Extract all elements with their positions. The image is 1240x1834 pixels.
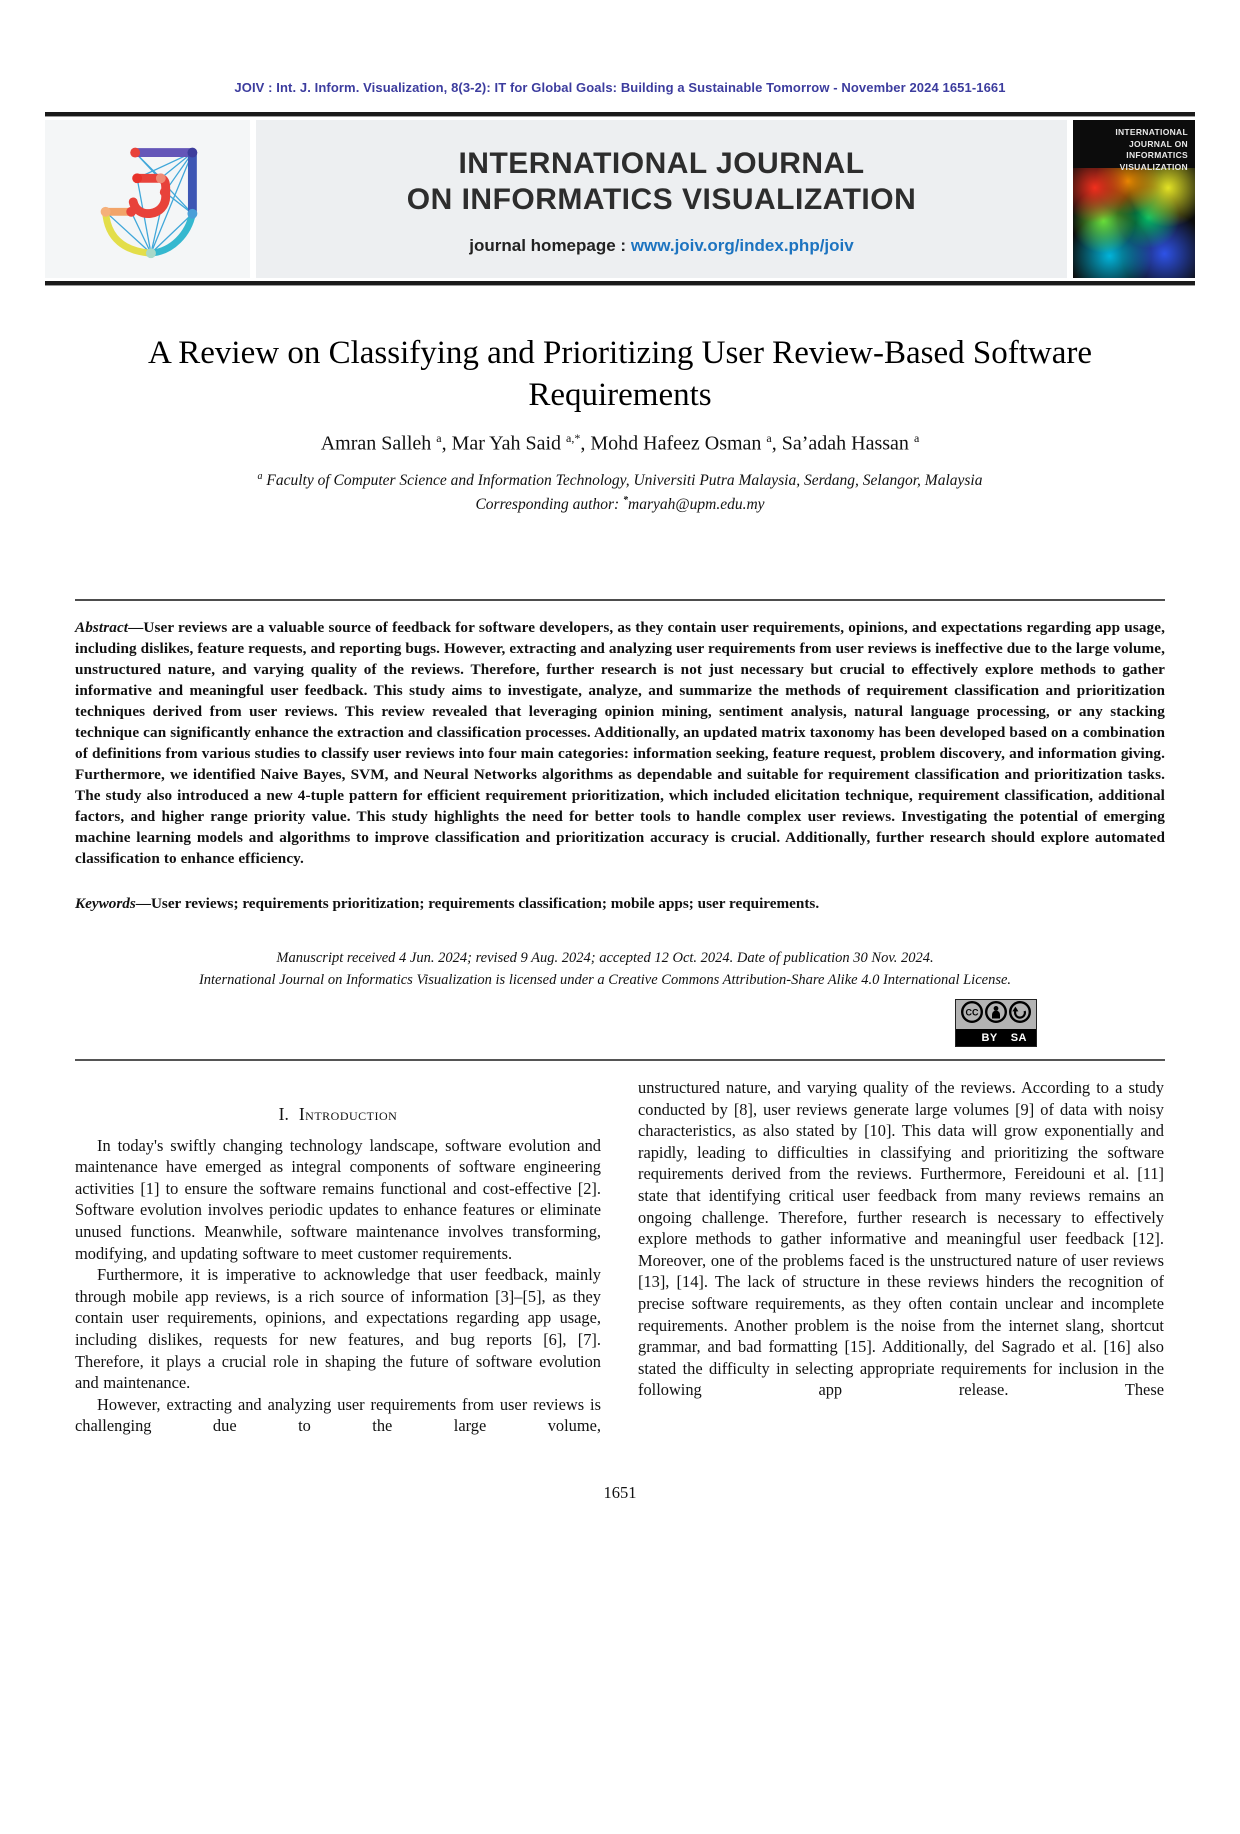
paragraph: Furthermore, it is imperative to acknowledge that user feedback, mainly through mobile app reviews, is a rich source of information [3]–[5], as they contain user requirements, opinions, and expectations regarding app usage, including dislikes, requests for new features, and bug reports [6], [7]. Therefore, it plays a crucial role in shaping the future of software evolution and maintenance.	[75, 1265, 601, 1393]
keywords-label: Keywords	[75, 895, 136, 913]
paragraph: unstructured nature, and varying quality of the reviews. According to a study conducted by [8], user reviews generate large volumes [9] of data with noisy characteristics, as also stated by [10]. This data will grow exponentially and rapidly, leading to difficulties in classifying and prioritizing the software requirements derived from the reviews. Furthermore, Fereidouni et al. [11] state that identifying critical user feedback from many reviews remains an ongoing challenge. Therefore, further research is necessary to effectively explore methods to gather informative and meaningful user feedback [12]. Moreover, one of the problems faced is the unstructured nature of user reviews [13], [14]. The lack of structure in these reviews hinders the recognition of precise software requirements, as they often contain unclear and incomplete requirements. Another problem is the noise from the internet slang, shortcut grammar, and bad formatting [15]. Additionally, del Sagrado et al. [16] also stated the difficulty in selecting appropriate requirements for inclusion in the following app release. These	[638, 1077, 1164, 1400]
cover-title: INTERNATIONAL JOURNAL ON INFORMATICS VISUALIZATION	[1115, 127, 1188, 172]
author-name: Sa’adah Hassan	[781, 432, 909, 455]
svg-text:CC: CC	[965, 1007, 979, 1018]
journal-title: INTERNATIONAL JOURNAL ON INFORMATICS VISUALIZATION	[406, 147, 917, 216]
abstract-label: Abstract	[75, 619, 129, 637]
manuscript-history	[140, 947, 1070, 991]
affiliation: $^a$ Faculty of Computer Science and Information Technology, Universiti Putra Malaysia, Serdang, Selangor, Malaysia	[257, 470, 983, 489]
homepage-label: journal homepage :	[469, 236, 631, 255]
attribution-person-icon	[984, 1000, 1008, 1029]
paragraph: However, extracting and analyzing user requirements from user reviews is challenging due to the large volume,	[75, 1394, 601, 1436]
share-alike-icon	[1008, 1000, 1032, 1029]
header-rule-bottom	[45, 281, 1195, 286]
banner-center	[256, 120, 1067, 278]
corresponding-author: Corresponding author: *maryah@upm.edu.my	[475, 494, 765, 513]
left-column	[75, 1077, 601, 1437]
paper-title: A Review on Classifying and Prioritizing User Review-Based Software Requirements	[148, 335, 1092, 413]
corresponding-email[interactable]: maryah@upm.edu.my	[628, 495, 765, 513]
keywords: Keywords—User reviews; requirements prioritization; requirements classification; mobile apps; user requirements.	[75, 895, 820, 913]
abstract-rule	[75, 599, 1165, 602]
journal-banner	[45, 120, 1195, 278]
journal-cover-thumbnail	[1073, 120, 1195, 278]
section-heading-introduction: I. Introduction	[278, 1103, 398, 1124]
author-name: Amran Salleh	[320, 432, 432, 455]
joiv-logo-icon	[74, 123, 222, 276]
authors-line: Amran Salleh $^a$, Mar Yah Said $^{a,*}$, Mohd Hafeez Osman $^a$, Sa’adah Hassan $^a$	[320, 431, 920, 455]
header-rule-top	[45, 112, 1195, 117]
running-head: JOIV : Int. J. Inform. Visualization, 8(3-2): IT for Global Goals: Building a Sustainable Tomorrow - November 2024 1651-1661	[234, 80, 1006, 95]
article-body	[75, 1077, 1165, 1437]
journal-homepage	[256, 236, 1067, 256]
author-name: Mar Yah Said	[451, 432, 562, 455]
cc-sa-label: SA	[1010, 1031, 1027, 1044]
author-name: Mohd Hafeez Osman	[590, 432, 762, 455]
abstract: Abstract—User reviews are a valuable source of feedback for software developers, as they contain user requirements, opinions, and expectations regarding app usage, including dislikes, feature requests, and reporting bugs. However, extracting and analyzing user requirements from user reviews is ineffective due to the large volume, unstructured nature, and varying quality of the reviews. Therefore, further research is not just necessary but crucial to effectively explore methods to gather informative and meaningful user feedback. This study aims to investigate, analyze, and summarize the methods of requirement classification and prioritization techniques derived from user reviews. This review revealed that leveraging opinion mining, sentiment analysis, natural language processing, or any stacking technique can significantly enhance the extraction and classification processes. Additionally, an updated matrix taxonomy has been developed based on a combination of definitions from various studies to classify user reviews into four main categories: information seeking, feature request, problem discovery, and information giving. Furthermore, we identified Naive Bayes, SVM, and Neural Networks algorithms as dependable and suitable for requirement classification and prioritization tasks. The study also introduced a new 4-tuple pattern for efficient requirement prioritization, which included elicitation technique, requirement classification, additional factors, and higher range priority value. This study highlights the need for better tools to handle complex user reviews. Investigating the potential of emerging machine learning models and algorithms to improve classification and prioritization accuracy is crucial. Additionally, further research should explore automated classification to enhance efficiency.	[75, 619, 1165, 868]
cc-icon	[960, 1000, 984, 1029]
license-badge-row	[0, 999, 1240, 1047]
paragraph: In today's swiftly changing technology landscape, software evolution and maintenance have emerged as integral components of software engineering activities [1] to ensure the software remains functional and cost-effective [2]. Software evolution involves periodic updates to enhance features or eliminate unused functions. Meanwhile, software maintenance involves transforming, modifying, and updating software to meet customer requirements.	[75, 1135, 601, 1263]
page-number: 1651	[603, 1482, 637, 1502]
manuscript-dates: Manuscript received 4 Jun. 2024; revised 9 Aug. 2024; accepted 12 Oct. 2024. Date of publication 30 Nov. 2024.	[276, 950, 934, 967]
homepage-link[interactable]: www.joiv.org/index.php/joiv	[630, 236, 854, 255]
frontmatter-rule	[75, 1059, 1165, 1061]
cc-by-label: BY	[981, 1031, 998, 1044]
cc-by-sa-badge[interactable]	[955, 999, 1037, 1047]
cover-network-art	[1073, 168, 1195, 278]
license-statement: International Journal on Informatics Visualization is licensed under a Creative Commons Attribution-Share Alike 4.0 International License.	[198, 972, 1012, 989]
journal-logo	[45, 120, 250, 278]
right-column	[638, 1077, 1164, 1437]
